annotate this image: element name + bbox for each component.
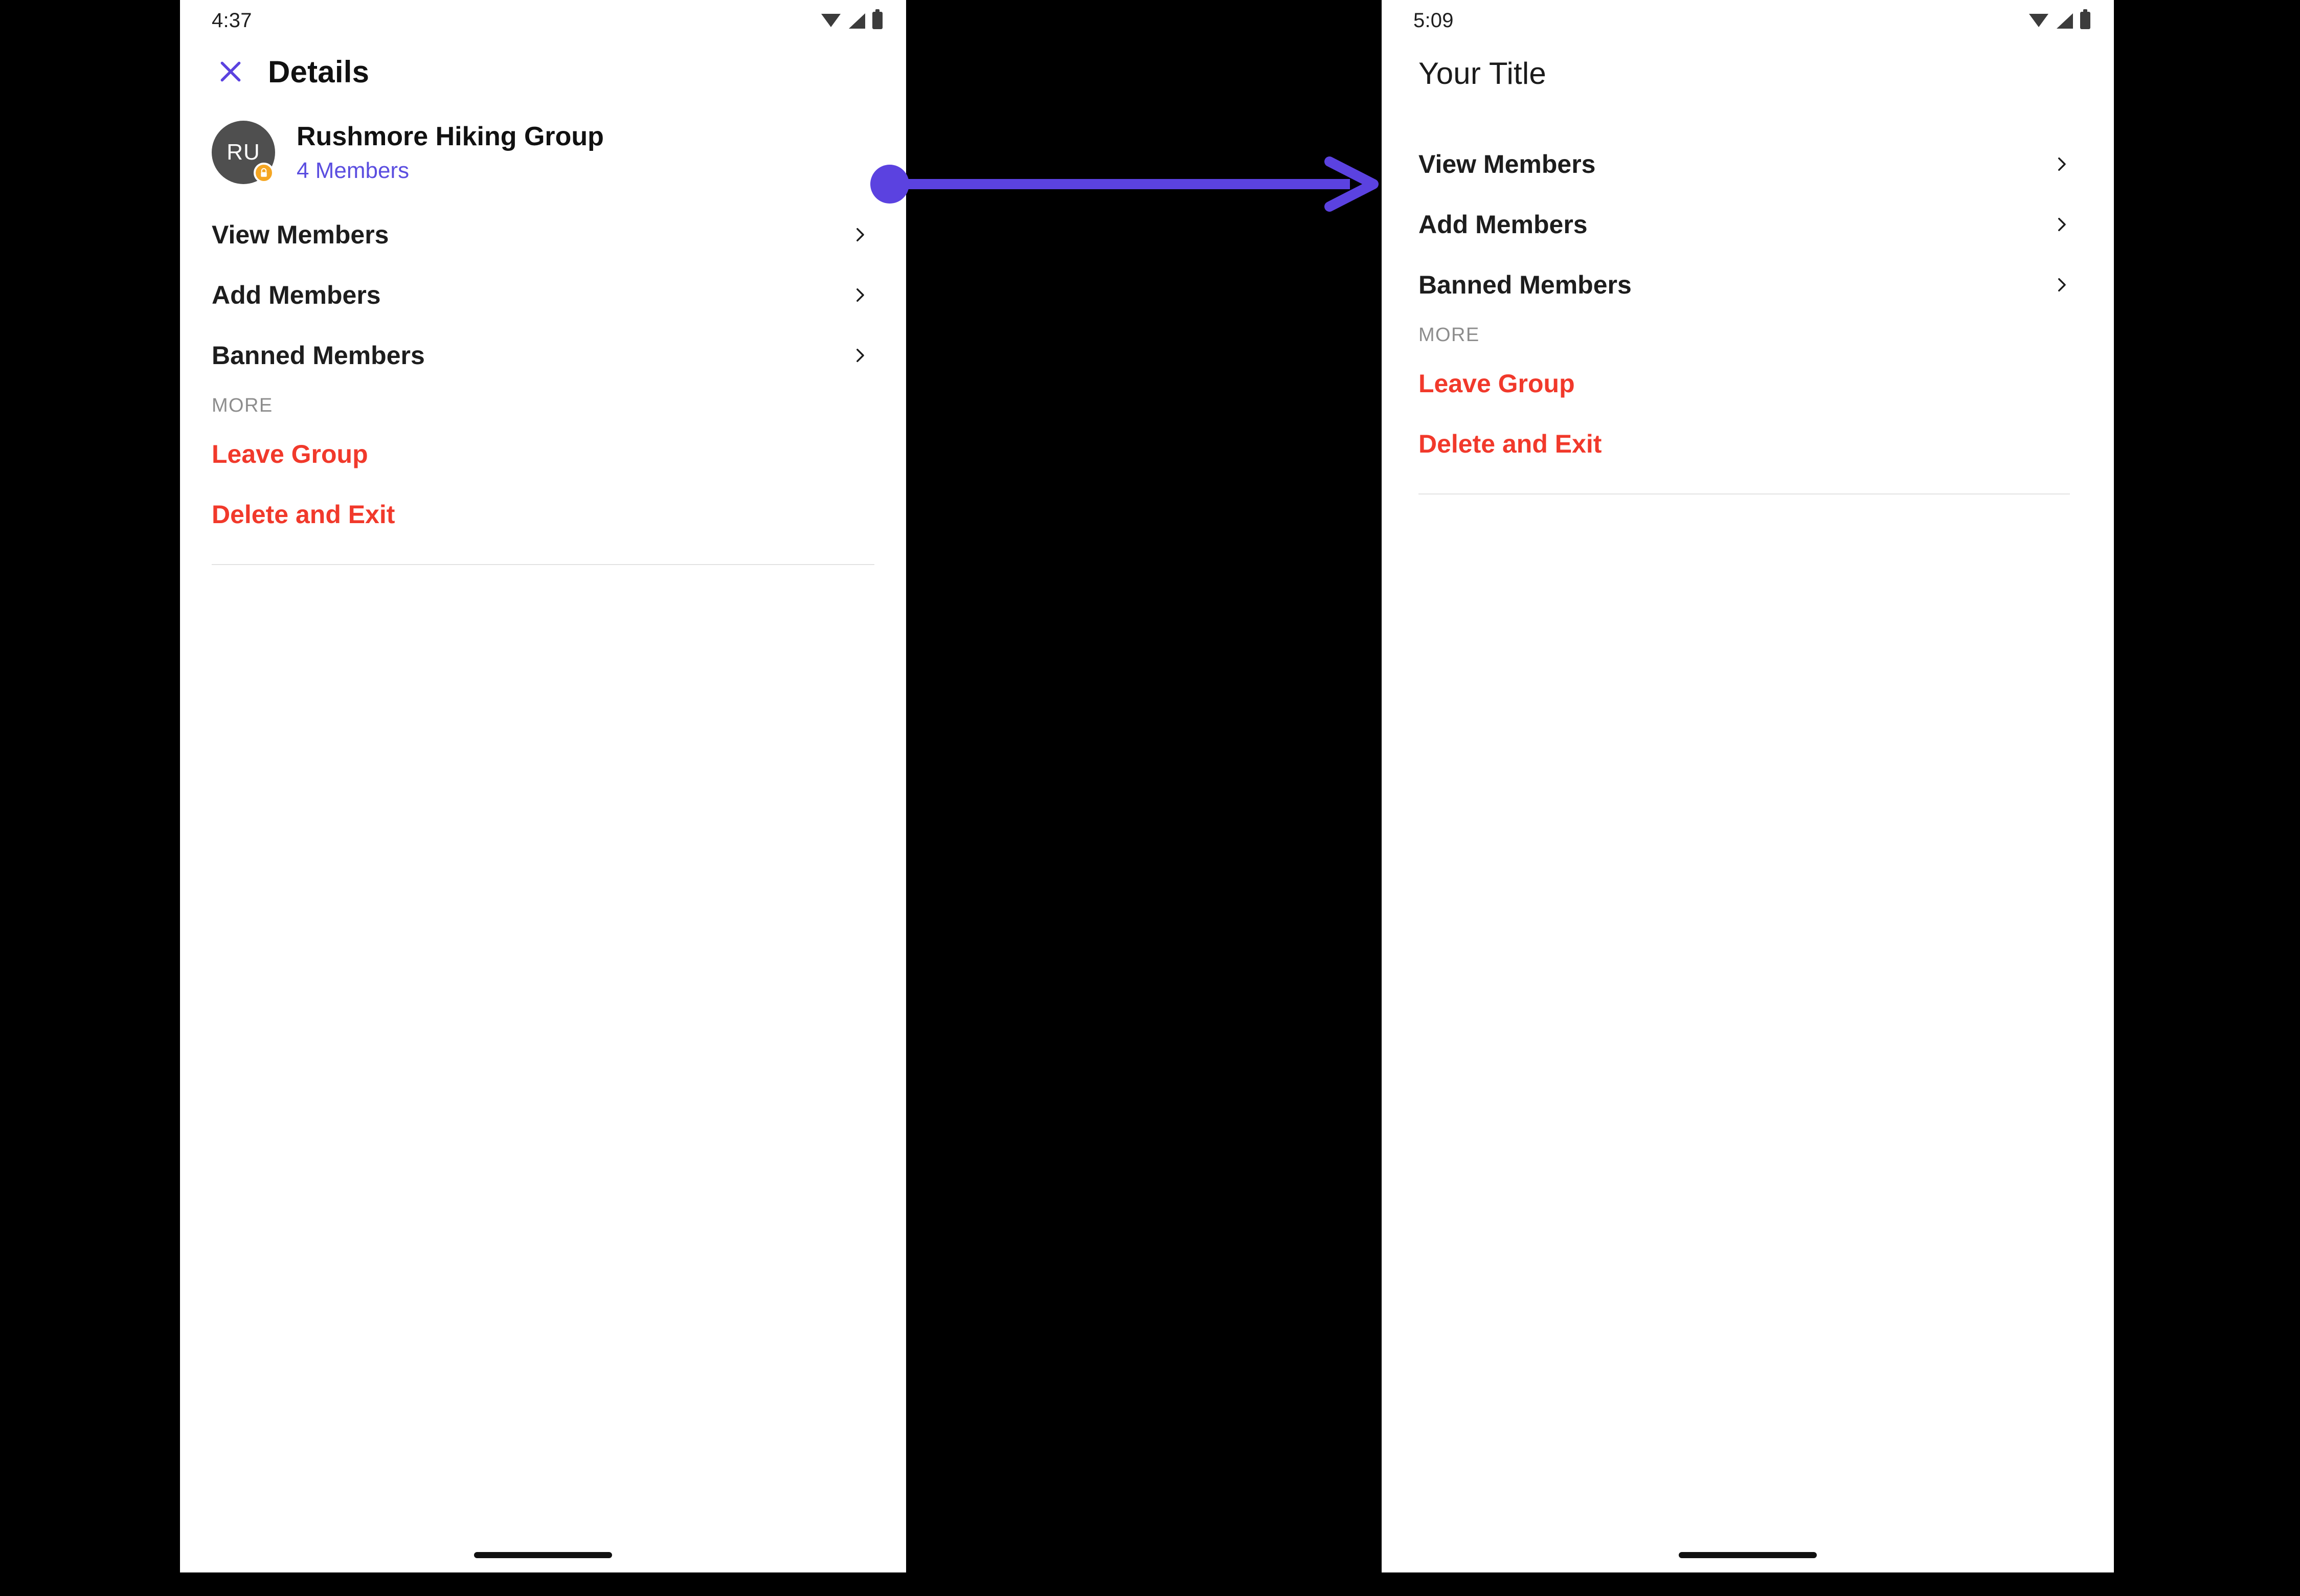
- status-icon-group: [2029, 12, 2090, 29]
- page-title: Details: [268, 54, 370, 89]
- battery-icon: [2080, 12, 2090, 29]
- chevron-right-icon: [851, 286, 868, 304]
- chevron-right-icon: [851, 347, 868, 364]
- phone-screen-your-title: [1382, 0, 2114, 1572]
- spacer: [1382, 105, 2114, 134]
- chevron-right-icon: [2053, 216, 2070, 233]
- row-banned-members[interactable]: [1382, 255, 2114, 315]
- section-header-more: MORE: [1418, 324, 1480, 346]
- row-label: Add Members: [212, 281, 381, 309]
- arrow-right-annotation: [869, 153, 1396, 215]
- app-bar: [1382, 41, 2114, 105]
- status-time: 4:37: [212, 9, 252, 32]
- row-leave-group[interactable]: [180, 424, 906, 484]
- wifi-icon: [2029, 13, 2048, 28]
- avatar-initials: RU: [212, 121, 275, 184]
- row-banned-members[interactable]: [180, 325, 906, 386]
- list-divider: [1418, 493, 2070, 494]
- row-delete-and-exit[interactable]: [180, 484, 906, 545]
- wifi-icon: [821, 13, 841, 28]
- group-header: [180, 102, 906, 205]
- status-icon-group: [821, 12, 883, 29]
- row-label: Leave Group: [1418, 369, 1575, 398]
- row-add-members[interactable]: [1382, 194, 2114, 255]
- close-icon[interactable]: [212, 53, 250, 91]
- status-time: 5:09: [1413, 9, 1454, 32]
- row-view-members[interactable]: [180, 205, 906, 265]
- home-indicator: [1679, 1552, 1817, 1558]
- row-label: Delete and Exit: [212, 500, 395, 529]
- chevron-right-icon: [2053, 276, 2070, 294]
- row-leave-group[interactable]: [1382, 353, 2114, 414]
- list-divider: [212, 564, 874, 565]
- row-view-members[interactable]: [1382, 134, 2114, 194]
- status-bar: [1382, 0, 2114, 41]
- row-delete-and-exit[interactable]: [1382, 414, 2114, 474]
- phone-screen-details: [180, 0, 906, 1572]
- signal-icon: [848, 12, 865, 29]
- chevron-right-icon: [851, 226, 868, 243]
- row-label: Banned Members: [212, 341, 425, 370]
- row-label: Add Members: [1418, 210, 1588, 239]
- row-label: Delete and Exit: [1418, 430, 1602, 458]
- group-text: [297, 121, 604, 184]
- row-label: View Members: [212, 220, 389, 249]
- group-name: Rushmore Hiking Group: [297, 122, 604, 151]
- home-indicator: [474, 1552, 612, 1558]
- signal-icon: [2056, 12, 2073, 29]
- status-bar: [180, 0, 906, 41]
- row-add-members[interactable]: [180, 265, 906, 325]
- group-member-count[interactable]: 4 Members: [297, 158, 410, 183]
- row-label: Leave Group: [212, 440, 368, 468]
- page-title: Your Title: [1418, 56, 1546, 91]
- avatar: [212, 121, 275, 184]
- app-bar: [180, 41, 906, 102]
- battery-icon: [872, 12, 883, 29]
- section-header-more: MORE: [212, 395, 273, 416]
- row-label: View Members: [1418, 150, 1596, 178]
- chevron-right-icon: [2053, 155, 2070, 173]
- row-label: Banned Members: [1418, 271, 1632, 299]
- lock-icon: [254, 163, 274, 183]
